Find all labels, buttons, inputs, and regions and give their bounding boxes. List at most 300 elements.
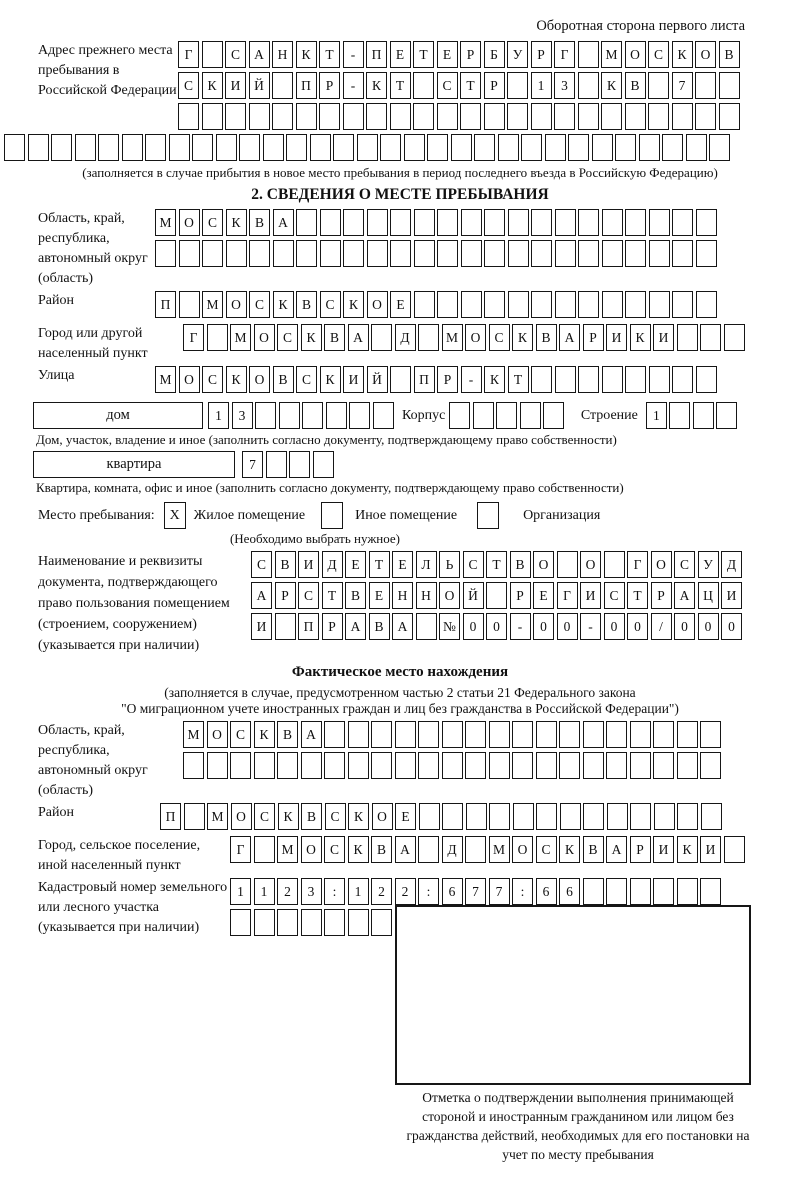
- char-box[interactable]: -: [510, 613, 531, 640]
- char-box[interactable]: [696, 366, 717, 393]
- char-box[interactable]: [630, 878, 651, 905]
- fact-oblast-row-1[interactable]: [183, 721, 724, 748]
- char-box[interactable]: [484, 240, 505, 267]
- char-box[interactable]: С: [298, 582, 319, 609]
- char-box[interactable]: [686, 134, 707, 161]
- char-box[interactable]: И: [298, 551, 319, 578]
- char-box[interactable]: [183, 752, 204, 779]
- char-box[interactable]: 0: [533, 613, 554, 640]
- char-box[interactable]: [700, 721, 721, 748]
- char-box[interactable]: -: [461, 366, 482, 393]
- char-box[interactable]: Б: [484, 41, 505, 68]
- char-box[interactable]: О: [179, 366, 200, 393]
- char-box[interactable]: [604, 551, 625, 578]
- checkbox-inoe[interactable]: [321, 502, 343, 529]
- char-box[interactable]: [508, 240, 529, 267]
- char-box[interactable]: [319, 103, 340, 130]
- char-box[interactable]: [473, 402, 494, 429]
- char-box[interactable]: О: [301, 836, 322, 863]
- char-box[interactable]: Н: [272, 41, 293, 68]
- char-box[interactable]: [343, 103, 364, 130]
- char-box[interactable]: Л: [416, 551, 437, 578]
- char-box[interactable]: /: [651, 613, 672, 640]
- char-box[interactable]: [557, 551, 578, 578]
- char-box[interactable]: [461, 209, 482, 236]
- char-box[interactable]: Т: [413, 41, 434, 68]
- char-box[interactable]: [272, 103, 293, 130]
- char-box[interactable]: В: [369, 613, 390, 640]
- char-box[interactable]: Д: [395, 324, 416, 351]
- char-box[interactable]: [419, 803, 440, 830]
- char-box[interactable]: Т: [508, 366, 529, 393]
- char-box[interactable]: А: [606, 836, 627, 863]
- char-box[interactable]: О: [465, 324, 486, 351]
- char-box[interactable]: Р: [651, 582, 672, 609]
- char-box[interactable]: [192, 134, 213, 161]
- char-box[interactable]: Е: [390, 41, 411, 68]
- char-box[interactable]: [465, 836, 486, 863]
- char-box[interactable]: [366, 103, 387, 130]
- char-box[interactable]: С: [254, 803, 275, 830]
- char-box[interactable]: О: [179, 209, 200, 236]
- kvartira-type-box[interactable]: квартира: [33, 451, 235, 478]
- char-box[interactable]: Т: [627, 582, 648, 609]
- char-box[interactable]: [275, 613, 296, 640]
- char-box[interactable]: [484, 209, 505, 236]
- char-box[interactable]: [630, 803, 651, 830]
- char-box[interactable]: [286, 134, 307, 161]
- char-box[interactable]: И: [343, 366, 364, 393]
- char-box[interactable]: [649, 240, 670, 267]
- char-box[interactable]: [583, 721, 604, 748]
- char-box[interactable]: П: [366, 41, 387, 68]
- char-box[interactable]: А: [301, 721, 322, 748]
- char-box[interactable]: С: [325, 803, 346, 830]
- char-box[interactable]: К: [677, 836, 698, 863]
- char-box[interactable]: Е: [395, 803, 416, 830]
- prev-address-row-3[interactable]: [178, 103, 742, 130]
- char-box[interactable]: Д: [322, 551, 343, 578]
- char-box[interactable]: [607, 803, 628, 830]
- char-box[interactable]: [700, 752, 721, 779]
- char-box[interactable]: [489, 803, 510, 830]
- char-box[interactable]: [677, 803, 698, 830]
- char-box[interactable]: С: [463, 551, 484, 578]
- char-box[interactable]: Г: [178, 41, 199, 68]
- char-box[interactable]: [367, 209, 388, 236]
- char-box[interactable]: [254, 752, 275, 779]
- char-box[interactable]: [578, 291, 599, 318]
- char-box[interactable]: :: [418, 878, 439, 905]
- char-box[interactable]: [437, 103, 458, 130]
- char-box[interactable]: [592, 134, 613, 161]
- char-box[interactable]: Р: [531, 41, 552, 68]
- char-box[interactable]: [216, 134, 237, 161]
- char-box[interactable]: Е: [392, 551, 413, 578]
- char-box[interactable]: [263, 134, 284, 161]
- char-box[interactable]: [202, 103, 223, 130]
- char-box[interactable]: М: [202, 291, 223, 318]
- char-box[interactable]: С: [178, 72, 199, 99]
- char-box[interactable]: [507, 103, 528, 130]
- char-box[interactable]: [693, 402, 714, 429]
- char-box[interactable]: [672, 103, 693, 130]
- char-box[interactable]: Е: [345, 551, 366, 578]
- char-box[interactable]: В: [371, 836, 392, 863]
- char-box[interactable]: С: [324, 836, 345, 863]
- char-box[interactable]: [578, 72, 599, 99]
- char-box[interactable]: [437, 291, 458, 318]
- char-box[interactable]: И: [700, 836, 721, 863]
- char-box[interactable]: [390, 209, 411, 236]
- char-box[interactable]: [696, 209, 717, 236]
- char-box[interactable]: [266, 451, 287, 478]
- char-box[interactable]: К: [226, 209, 247, 236]
- char-box[interactable]: 6: [536, 878, 557, 905]
- char-box[interactable]: [696, 291, 717, 318]
- char-box[interactable]: О: [439, 582, 460, 609]
- char-box[interactable]: В: [510, 551, 531, 578]
- char-box[interactable]: Г: [557, 582, 578, 609]
- char-box[interactable]: К: [301, 324, 322, 351]
- char-box[interactable]: 7: [489, 878, 510, 905]
- char-box[interactable]: И: [580, 582, 601, 609]
- char-box[interactable]: Е: [390, 291, 411, 318]
- char-box[interactable]: [225, 103, 246, 130]
- char-box[interactable]: В: [296, 291, 317, 318]
- kadastr-row-1[interactable]: [230, 878, 724, 905]
- char-box[interactable]: [630, 721, 651, 748]
- char-box[interactable]: Т: [322, 582, 343, 609]
- oblast-row-2[interactable]: [155, 240, 719, 267]
- char-box[interactable]: [371, 324, 392, 351]
- char-box[interactable]: Е: [533, 582, 554, 609]
- char-box[interactable]: А: [273, 209, 294, 236]
- char-box[interactable]: [489, 752, 510, 779]
- char-box[interactable]: [373, 402, 394, 429]
- char-box[interactable]: [348, 752, 369, 779]
- char-box[interactable]: [202, 240, 223, 267]
- char-box[interactable]: [578, 366, 599, 393]
- ulitsa-row[interactable]: [155, 366, 719, 393]
- char-box[interactable]: [625, 366, 646, 393]
- char-box[interactable]: 3: [232, 402, 253, 429]
- char-box[interactable]: [606, 752, 627, 779]
- char-box[interactable]: Й: [367, 366, 388, 393]
- char-box[interactable]: [474, 134, 495, 161]
- char-box[interactable]: А: [251, 582, 272, 609]
- char-box[interactable]: К: [601, 72, 622, 99]
- char-box[interactable]: 2: [371, 878, 392, 905]
- char-box[interactable]: [273, 240, 294, 267]
- char-box[interactable]: 1: [646, 402, 667, 429]
- char-box[interactable]: С: [277, 324, 298, 351]
- char-box[interactable]: 6: [442, 878, 463, 905]
- kvartira-number-boxes[interactable]: [242, 451, 336, 478]
- char-box[interactable]: [255, 402, 276, 429]
- char-box[interactable]: К: [348, 836, 369, 863]
- char-box[interactable]: [677, 752, 698, 779]
- char-box[interactable]: [310, 134, 331, 161]
- char-box[interactable]: [324, 909, 345, 936]
- char-box[interactable]: [437, 209, 458, 236]
- char-box[interactable]: [465, 752, 486, 779]
- char-box[interactable]: И: [225, 72, 246, 99]
- rayon-row[interactable]: [155, 291, 719, 318]
- char-box[interactable]: 1: [230, 878, 251, 905]
- char-box[interactable]: У: [507, 41, 528, 68]
- char-box[interactable]: [649, 366, 670, 393]
- char-box[interactable]: В: [625, 72, 646, 99]
- gorod-row[interactable]: [183, 324, 747, 360]
- char-box[interactable]: [559, 752, 580, 779]
- char-box[interactable]: [395, 752, 416, 779]
- char-box[interactable]: [716, 402, 737, 429]
- char-box[interactable]: [4, 134, 25, 161]
- char-box[interactable]: Р: [460, 41, 481, 68]
- char-box[interactable]: [606, 721, 627, 748]
- char-box[interactable]: В: [324, 324, 345, 351]
- char-box[interactable]: [207, 752, 228, 779]
- char-box[interactable]: [578, 103, 599, 130]
- char-box[interactable]: [654, 803, 675, 830]
- char-box[interactable]: [343, 209, 364, 236]
- char-box[interactable]: К: [226, 366, 247, 393]
- char-box[interactable]: [296, 209, 317, 236]
- char-box[interactable]: [649, 209, 670, 236]
- char-box[interactable]: К: [278, 803, 299, 830]
- char-box[interactable]: [486, 582, 507, 609]
- char-box[interactable]: [625, 291, 646, 318]
- char-box[interactable]: [302, 402, 323, 429]
- char-box[interactable]: [653, 721, 674, 748]
- char-box[interactable]: [348, 909, 369, 936]
- char-box[interactable]: 0: [674, 613, 695, 640]
- char-box[interactable]: [672, 240, 693, 267]
- char-box[interactable]: [272, 72, 293, 99]
- char-box[interactable]: [277, 909, 298, 936]
- char-box[interactable]: М: [155, 209, 176, 236]
- char-box[interactable]: [178, 103, 199, 130]
- char-box[interactable]: Т: [319, 41, 340, 68]
- char-box[interactable]: А: [348, 324, 369, 351]
- char-box[interactable]: К: [254, 721, 275, 748]
- char-box[interactable]: [531, 209, 552, 236]
- char-box[interactable]: [672, 291, 693, 318]
- char-box[interactable]: В: [583, 836, 604, 863]
- char-box[interactable]: 0: [463, 613, 484, 640]
- char-box[interactable]: К: [484, 366, 505, 393]
- char-box[interactable]: [460, 103, 481, 130]
- char-box[interactable]: [230, 752, 251, 779]
- char-box[interactable]: [545, 134, 566, 161]
- prev-address-row-4[interactable]: [4, 134, 800, 161]
- char-box[interactable]: К: [343, 291, 364, 318]
- char-box[interactable]: Ц: [698, 582, 719, 609]
- char-box[interactable]: [625, 209, 646, 236]
- char-box[interactable]: [333, 134, 354, 161]
- char-box[interactable]: [313, 451, 334, 478]
- char-box[interactable]: М: [207, 803, 228, 830]
- char-box[interactable]: [709, 134, 730, 161]
- doc-row-2[interactable]: [251, 582, 745, 609]
- char-box[interactable]: [498, 134, 519, 161]
- char-box[interactable]: Р: [437, 366, 458, 393]
- char-box[interactable]: Р: [583, 324, 604, 351]
- char-box[interactable]: Р: [484, 72, 505, 99]
- char-box[interactable]: А: [249, 41, 270, 68]
- char-box[interactable]: [601, 103, 622, 130]
- char-box[interactable]: [466, 803, 487, 830]
- char-box[interactable]: Й: [249, 72, 270, 99]
- char-box[interactable]: С: [225, 41, 246, 68]
- char-box[interactable]: [512, 752, 533, 779]
- char-box[interactable]: [349, 402, 370, 429]
- doc-row-1[interactable]: [251, 551, 745, 578]
- prev-address-row-1[interactable]: [178, 41, 742, 68]
- char-box[interactable]: [51, 134, 72, 161]
- char-box[interactable]: [560, 803, 581, 830]
- char-box[interactable]: [615, 134, 636, 161]
- char-box[interactable]: [416, 613, 437, 640]
- char-box[interactable]: С: [296, 366, 317, 393]
- char-box[interactable]: Т: [486, 551, 507, 578]
- char-box[interactable]: Н: [392, 582, 413, 609]
- char-box[interactable]: [508, 209, 529, 236]
- char-box[interactable]: [649, 291, 670, 318]
- char-box[interactable]: 1: [208, 402, 229, 429]
- char-box[interactable]: [449, 402, 470, 429]
- char-box[interactable]: -: [343, 72, 364, 99]
- char-box[interactable]: [343, 240, 364, 267]
- char-box[interactable]: [155, 240, 176, 267]
- char-box[interactable]: [578, 240, 599, 267]
- char-box[interactable]: [451, 134, 472, 161]
- char-box[interactable]: [625, 240, 646, 267]
- char-box[interactable]: К: [512, 324, 533, 351]
- char-box[interactable]: М: [155, 366, 176, 393]
- char-box[interactable]: [179, 240, 200, 267]
- char-box[interactable]: 7: [672, 72, 693, 99]
- char-box[interactable]: [677, 878, 698, 905]
- char-box[interactable]: 0: [604, 613, 625, 640]
- char-box[interactable]: [700, 324, 721, 351]
- char-box[interactable]: [508, 291, 529, 318]
- char-box[interactable]: В: [275, 551, 296, 578]
- doc-row-3[interactable]: [251, 613, 745, 640]
- char-box[interactable]: К: [366, 72, 387, 99]
- char-box[interactable]: [648, 103, 669, 130]
- char-box[interactable]: В: [345, 582, 366, 609]
- char-box[interactable]: [719, 103, 740, 130]
- char-box[interactable]: С: [437, 72, 458, 99]
- char-box[interactable]: [648, 72, 669, 99]
- char-box[interactable]: [145, 134, 166, 161]
- char-box[interactable]: [465, 721, 486, 748]
- char-box[interactable]: [371, 721, 392, 748]
- char-box[interactable]: С: [604, 582, 625, 609]
- char-box[interactable]: Т: [460, 72, 481, 99]
- char-box[interactable]: [672, 209, 693, 236]
- char-box[interactable]: [226, 240, 247, 267]
- char-box[interactable]: [484, 103, 505, 130]
- char-box[interactable]: В: [536, 324, 557, 351]
- char-box[interactable]: [536, 721, 557, 748]
- char-box[interactable]: И: [721, 582, 742, 609]
- char-box[interactable]: [507, 72, 528, 99]
- char-box[interactable]: [696, 240, 717, 267]
- char-box[interactable]: В: [277, 721, 298, 748]
- char-box[interactable]: :: [512, 878, 533, 905]
- char-box[interactable]: [367, 240, 388, 267]
- char-box[interactable]: А: [674, 582, 695, 609]
- char-box[interactable]: [677, 324, 698, 351]
- char-box[interactable]: №: [439, 613, 460, 640]
- char-box[interactable]: О: [625, 41, 646, 68]
- char-box[interactable]: [461, 240, 482, 267]
- char-box[interactable]: Д: [442, 836, 463, 863]
- char-box[interactable]: [583, 803, 604, 830]
- char-box[interactable]: П: [296, 72, 317, 99]
- char-box[interactable]: М: [601, 41, 622, 68]
- char-box[interactable]: Е: [369, 582, 390, 609]
- char-box[interactable]: [555, 240, 576, 267]
- char-box[interactable]: [442, 721, 463, 748]
- char-box[interactable]: [559, 721, 580, 748]
- char-box[interactable]: [371, 909, 392, 936]
- char-box[interactable]: И: [653, 836, 674, 863]
- char-box[interactable]: [531, 240, 552, 267]
- char-box[interactable]: О: [695, 41, 716, 68]
- char-box[interactable]: С: [320, 291, 341, 318]
- stroenie-boxes[interactable]: [646, 402, 740, 429]
- char-box[interactable]: [414, 240, 435, 267]
- char-box[interactable]: В: [273, 366, 294, 393]
- char-box[interactable]: [442, 803, 463, 830]
- char-box[interactable]: [521, 134, 542, 161]
- char-box[interactable]: [296, 240, 317, 267]
- korpus-boxes[interactable]: [449, 402, 567, 429]
- char-box[interactable]: [301, 909, 322, 936]
- char-box[interactable]: [207, 324, 228, 351]
- char-box[interactable]: :: [324, 878, 345, 905]
- char-box[interactable]: Й: [463, 582, 484, 609]
- char-box[interactable]: [719, 72, 740, 99]
- char-box[interactable]: П: [414, 366, 435, 393]
- char-box[interactable]: [254, 909, 275, 936]
- char-box[interactable]: 0: [721, 613, 742, 640]
- checkbox-zhiloe[interactable]: X: [164, 502, 186, 529]
- char-box[interactable]: М: [489, 836, 510, 863]
- char-box[interactable]: [230, 909, 251, 936]
- char-box[interactable]: 7: [465, 878, 486, 905]
- char-box[interactable]: [662, 134, 683, 161]
- char-box[interactable]: [418, 752, 439, 779]
- char-box[interactable]: -: [580, 613, 601, 640]
- char-box[interactable]: [543, 402, 564, 429]
- char-box[interactable]: [555, 209, 576, 236]
- char-box[interactable]: С: [230, 721, 251, 748]
- char-box[interactable]: М: [277, 836, 298, 863]
- char-box[interactable]: [536, 752, 557, 779]
- char-box[interactable]: О: [367, 291, 388, 318]
- char-box[interactable]: [418, 324, 439, 351]
- char-box[interactable]: А: [345, 613, 366, 640]
- char-box[interactable]: [602, 240, 623, 267]
- char-box[interactable]: [75, 134, 96, 161]
- char-box[interactable]: О: [651, 551, 672, 578]
- char-box[interactable]: [427, 134, 448, 161]
